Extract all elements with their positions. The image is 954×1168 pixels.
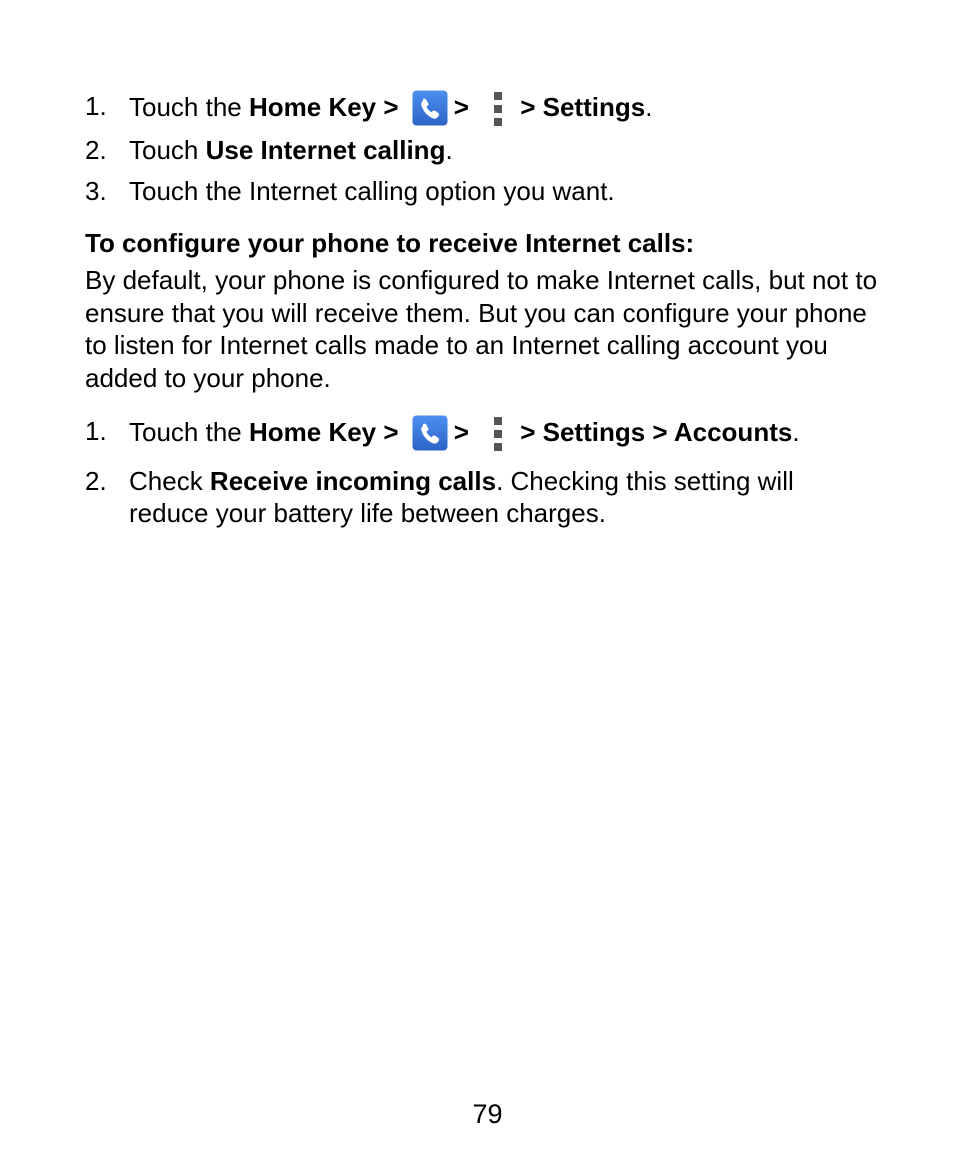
page-number: 79 — [472, 1099, 503, 1129]
step-bold-text: Use Internet calling — [205, 135, 446, 165]
list-number: 1. — [85, 91, 107, 121]
list-number: 1. — [85, 416, 107, 446]
step-bold-text: Receive incoming calls — [209, 466, 497, 496]
step-suffix: . — [445, 135, 453, 165]
home-key-label: Home Key > — [248, 92, 399, 122]
steps-list-2 — [85, 415, 885, 529]
list-number: 2. — [85, 135, 107, 165]
list-item — [85, 90, 885, 130]
step-suffix: . Checking this setting will reduce your battery life between charges. — [129, 466, 794, 528]
list-item — [85, 465, 869, 529]
list-number: 3. — [85, 176, 107, 206]
list-item — [85, 415, 885, 455]
phone-icon — [412, 90, 448, 129]
settings-label: > Settings — [520, 92, 646, 122]
step-suffix: . — [792, 417, 800, 447]
step-text: Touch — [129, 135, 206, 165]
home-key-label: Home Key > — [248, 417, 399, 447]
step-text: Touch the Internet calling option you want. — [129, 176, 615, 206]
list-number: 2. — [85, 466, 107, 496]
settings-accounts-label: > Settings > Accounts — [520, 417, 793, 447]
step-text: Touch the — [129, 417, 249, 447]
step-text: Check — [129, 466, 210, 496]
list-item — [85, 175, 885, 207]
menu-dots-icon — [482, 92, 514, 129]
phone-icon — [412, 415, 448, 454]
list-item — [85, 134, 885, 166]
chevron-text: > — [453, 417, 469, 447]
chevron-text: > — [453, 92, 469, 122]
step-suffix: . — [645, 92, 653, 122]
step-text: Touch the — [129, 92, 249, 122]
section-heading: To configure your phone to receive Internet calls: — [85, 228, 695, 258]
section-paragraph: By default, your phone is configured to make Internet calls, but not to ensure that you will receive them. But you can configure your phone to listen for Internet calls made to an Internet calling account you added to your phone. — [85, 265, 878, 393]
menu-dots-icon — [482, 417, 514, 454]
steps-list-1 — [85, 90, 885, 207]
